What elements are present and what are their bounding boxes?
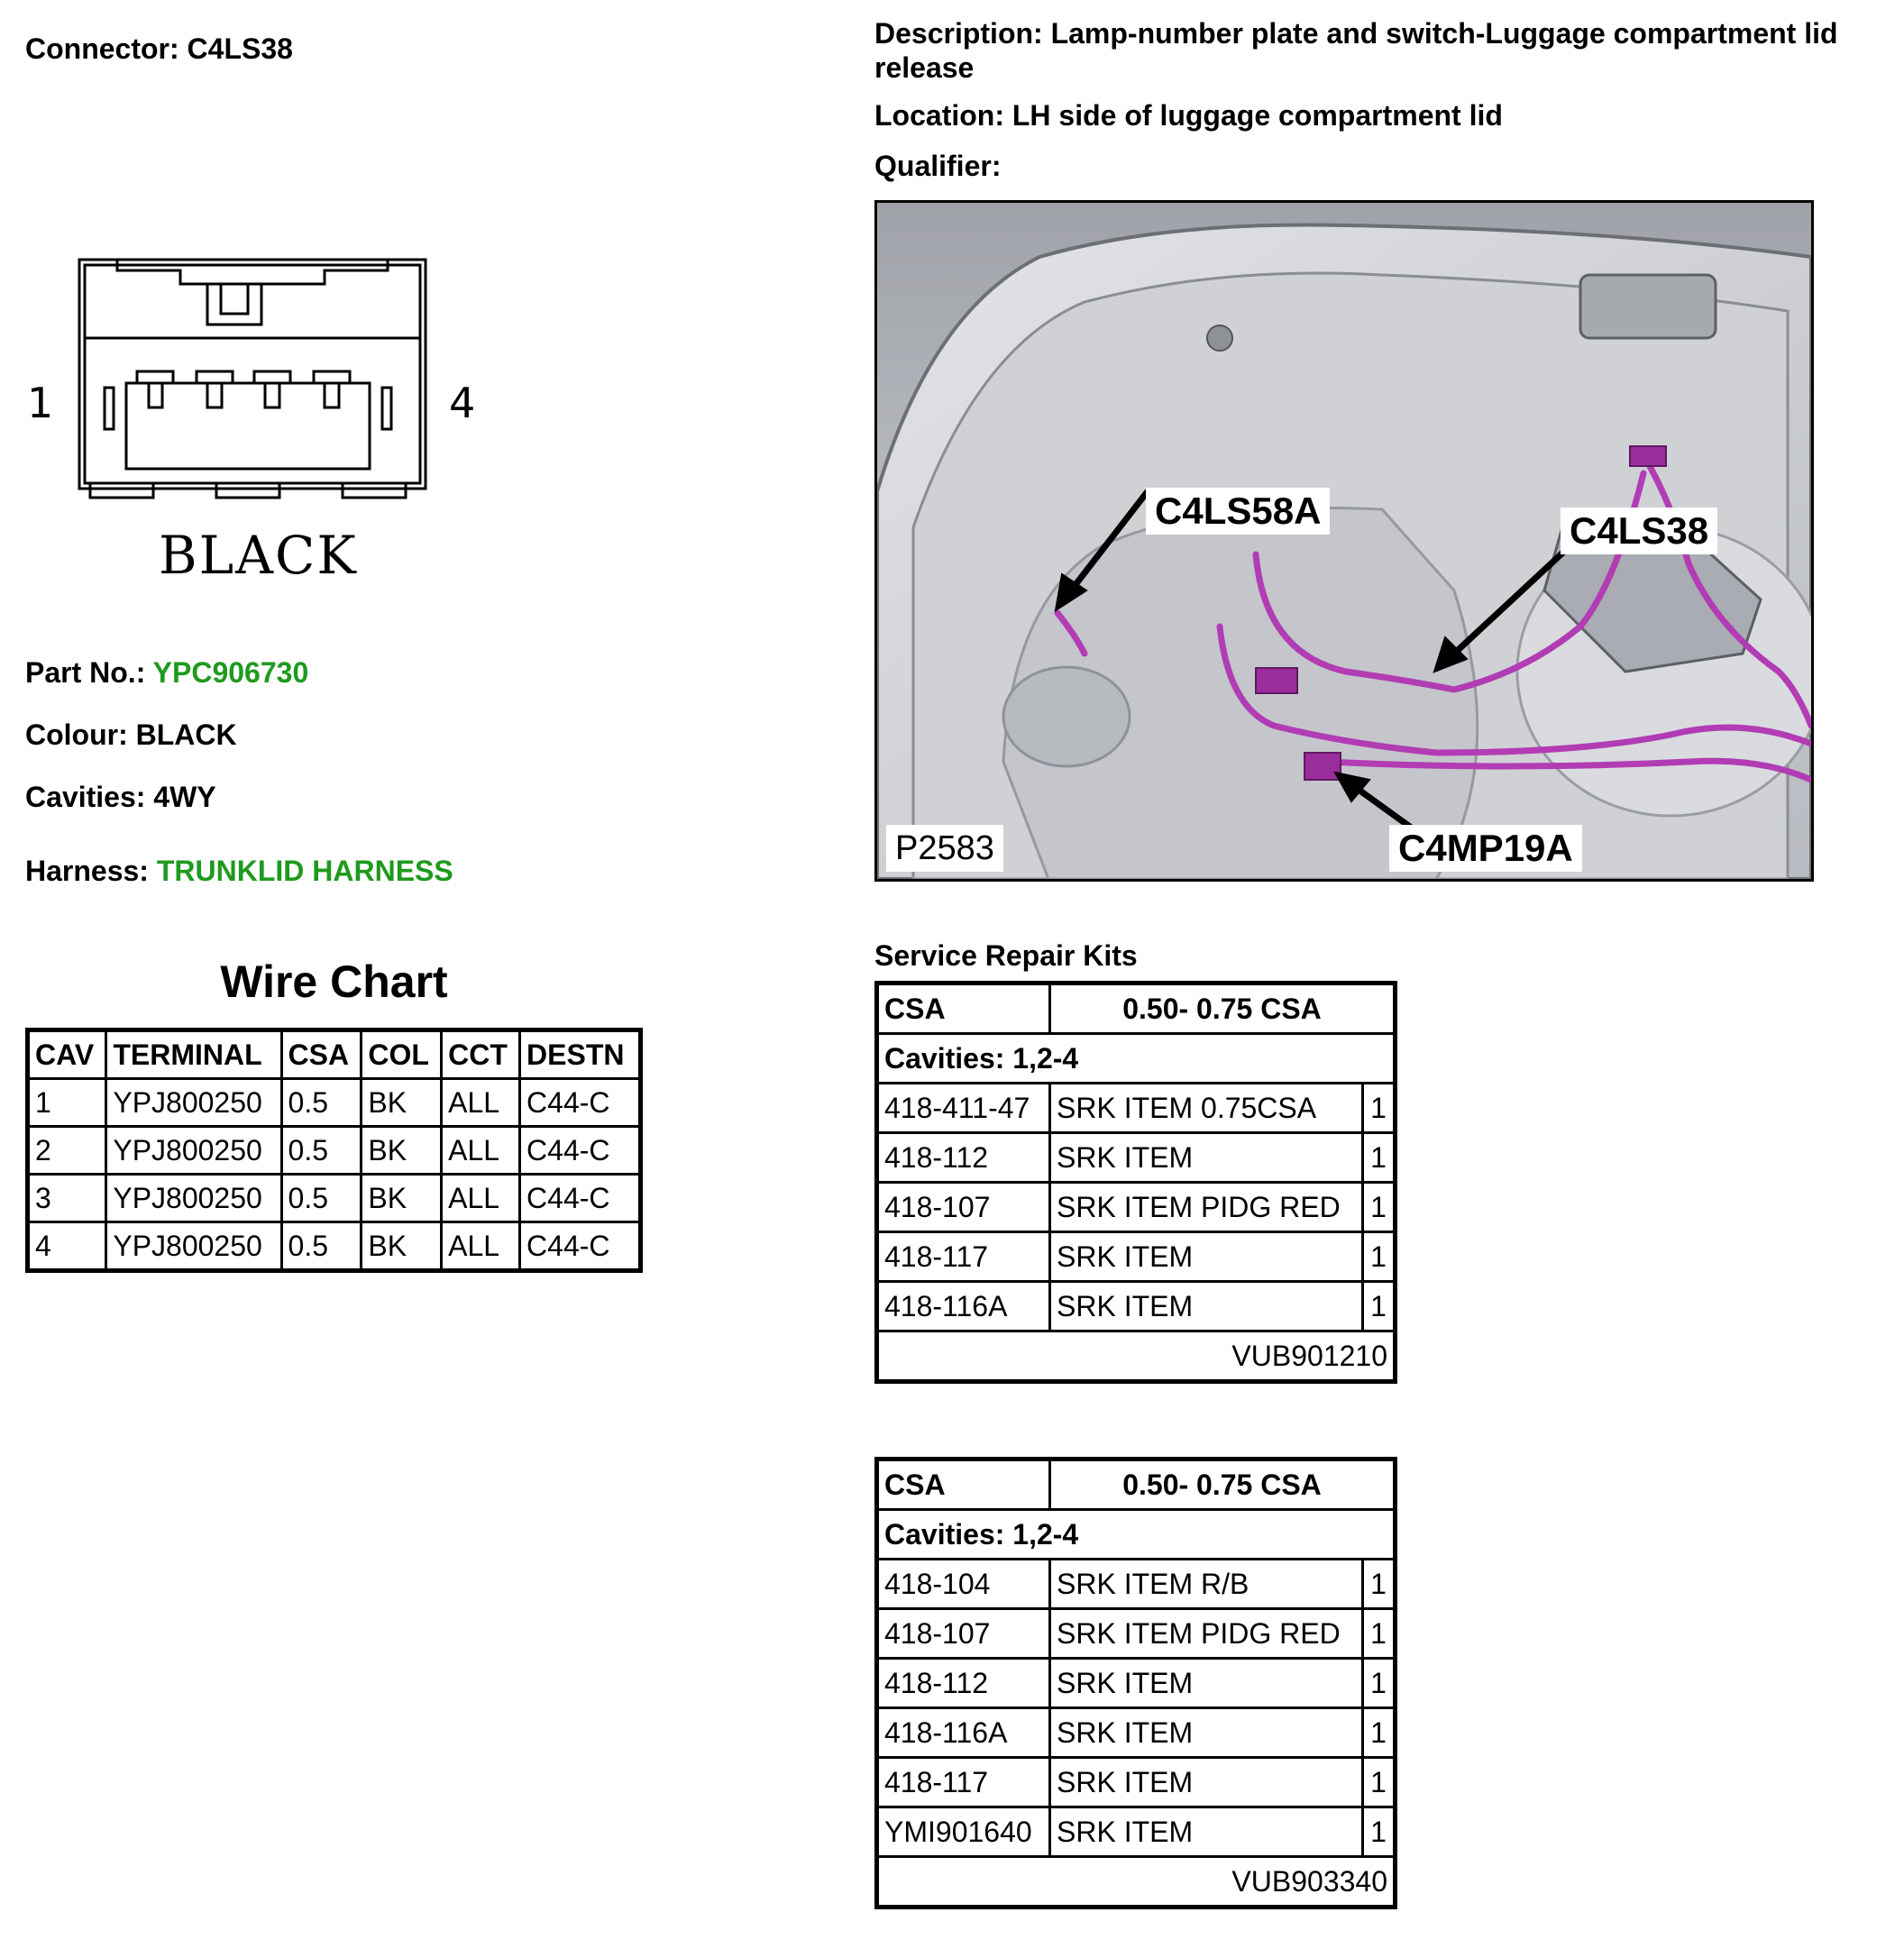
kit-item-desc: SRK ITEM <box>1050 1232 1363 1282</box>
cell: BK <box>362 1222 442 1271</box>
table-row <box>877 1084 1396 1133</box>
connector-diagram <box>27 252 496 595</box>
kit-item-qty: 1 <box>1363 1758 1396 1807</box>
service-kit-table-2 <box>874 1457 1397 1909</box>
kit-item-qty: 1 <box>1363 1560 1396 1609</box>
description-value: Lamp-number plate and switch-Luggage compartment lid release <box>874 17 1838 84</box>
cell: 3 <box>28 1175 106 1222</box>
table-row <box>877 1232 1396 1282</box>
kit-item-code: 418-107 <box>877 1609 1050 1659</box>
table-row <box>877 1659 1396 1708</box>
kit-item-desc: SRK ITEM <box>1050 1133 1363 1183</box>
wire-chart-title: Wire Chart <box>220 956 448 1007</box>
part-number-link[interactable]: YPC906730 <box>152 656 309 689</box>
kit-item-code: 418-104 <box>877 1560 1050 1609</box>
qualifier-label: Qualifier: <box>874 150 1002 182</box>
cell: 1 <box>28 1079 106 1127</box>
cell: 0.5 <box>281 1222 362 1271</box>
harness-line <box>25 855 453 888</box>
harness-label: Harness: <box>25 855 149 887</box>
callout-c4ls58a: C4LS58A <box>1146 488 1330 535</box>
kit-item-code: 418-117 <box>877 1232 1050 1282</box>
table-row <box>877 1609 1396 1659</box>
location-line <box>874 99 1503 133</box>
cell: C44-C <box>520 1127 641 1175</box>
colour-label: Colour: <box>25 718 128 751</box>
wire-header-cell: CSA <box>281 1030 362 1079</box>
cell: C44-C <box>520 1222 641 1271</box>
wire-header-cell: TERMINAL <box>106 1030 281 1079</box>
kit-item-qty: 1 <box>1363 1183 1396 1232</box>
kit-item-desc: SRK ITEM R/B <box>1050 1560 1363 1609</box>
kit-item-qty: 1 <box>1363 1133 1396 1183</box>
photo-code: P2583 <box>886 825 1003 872</box>
cavities-value: 4WY <box>153 781 216 813</box>
kit-cavities: Cavities: 1,2-4 <box>877 1510 1396 1560</box>
cell: YPJ800250 <box>106 1079 281 1127</box>
table-row <box>28 1175 641 1222</box>
cell: YPJ800250 <box>106 1127 281 1175</box>
colour-line <box>25 718 237 752</box>
kit-item-qty: 1 <box>1363 1232 1396 1282</box>
connector-line <box>25 32 293 66</box>
kit-item-qty: 1 <box>1363 1708 1396 1758</box>
location-label: Location: <box>874 99 1004 132</box>
kit-csa-row <box>877 1459 1396 1510</box>
kit-item-desc: SRK ITEM PIDG RED <box>1050 1609 1363 1659</box>
kit-footer-row <box>877 1331 1396 1382</box>
kit-csa-label: CSA <box>877 1459 1050 1510</box>
wire-chart-header-row <box>28 1030 641 1079</box>
cell: ALL <box>442 1127 520 1175</box>
kit-item-qty: 1 <box>1363 1609 1396 1659</box>
kit-item-code: 418-411-47 <box>877 1084 1050 1133</box>
cell: 0.5 <box>281 1079 362 1127</box>
kit-item-code: YMI901640 <box>877 1807 1050 1857</box>
kit-cavities: Cavities: 1,2-4 <box>877 1034 1396 1084</box>
connector-value: C4LS38 <box>187 32 293 65</box>
kit-number: VUB903340 <box>877 1857 1396 1908</box>
kit-cavities-row <box>877 1510 1396 1560</box>
kit-item-desc: SRK ITEM <box>1050 1758 1363 1807</box>
cavities-label: Cavities: <box>25 781 146 813</box>
table-row <box>28 1079 641 1127</box>
kit-item-code: 418-116A <box>877 1282 1050 1331</box>
kit-cavities-row <box>877 1034 1396 1084</box>
kit-csa-label: CSA <box>877 984 1050 1034</box>
wire-header-cell: CCT <box>442 1030 520 1079</box>
kit-item-desc: SRK ITEM <box>1050 1282 1363 1331</box>
kit-item-desc: SRK ITEM 0.75CSA <box>1050 1084 1363 1133</box>
qualifier-line <box>874 150 1001 183</box>
table-row <box>877 1807 1396 1857</box>
cell: 0.5 <box>281 1175 362 1222</box>
kit-item-code: 418-112 <box>877 1133 1050 1183</box>
kit-csa-value: 0.50- 0.75 CSA <box>1050 1459 1396 1510</box>
kit-number: VUB901210 <box>877 1331 1396 1382</box>
part-label: Part No.: <box>25 656 146 689</box>
wire-header-cell: CAV <box>28 1030 106 1079</box>
cell: BK <box>362 1079 442 1127</box>
cell: ALL <box>442 1222 520 1271</box>
service-kit-table-1 <box>874 981 1397 1384</box>
table-row <box>877 1708 1396 1758</box>
kit-csa-row <box>877 984 1396 1034</box>
wire-chart-table <box>25 1028 643 1273</box>
harness-link[interactable]: TRUNKLID HARNESS <box>156 855 453 887</box>
kit-item-desc: SRK ITEM <box>1050 1659 1363 1708</box>
location-value: LH side of luggage compartment lid <box>1012 99 1503 132</box>
kit-csa-value: 0.50- 0.75 CSA <box>1050 984 1396 1034</box>
table-row <box>28 1222 641 1271</box>
connector-face-drawing <box>72 252 433 505</box>
wire-header-cell: COL <box>362 1030 442 1079</box>
table-row <box>877 1133 1396 1183</box>
cell: C44-C <box>520 1079 641 1127</box>
cell: BK <box>362 1127 442 1175</box>
table-row <box>28 1127 641 1175</box>
kit-item-qty: 1 <box>1363 1282 1396 1331</box>
service-kits-title: Service Repair Kits <box>874 939 1138 972</box>
description-label: Description: <box>874 17 1043 50</box>
pin-1-label: 1 <box>27 379 54 427</box>
table-row <box>877 1560 1396 1609</box>
cell: C44-C <box>520 1175 641 1222</box>
kit-item-qty: 1 <box>1363 1659 1396 1708</box>
part-line <box>25 656 308 690</box>
cavities-line <box>25 781 216 814</box>
kit-footer-row <box>877 1857 1396 1908</box>
cell: 4 <box>28 1222 106 1271</box>
table-row <box>877 1183 1396 1232</box>
kit-item-code: 418-116A <box>877 1708 1050 1758</box>
table-row <box>877 1282 1396 1331</box>
kit-item-desc: SRK ITEM <box>1050 1807 1363 1857</box>
wire-header-cell: DESTN <box>520 1030 641 1079</box>
description-line <box>874 16 1884 85</box>
cell: 0.5 <box>281 1127 362 1175</box>
table-row <box>877 1758 1396 1807</box>
cell: ALL <box>442 1079 520 1127</box>
kit-item-qty: 1 <box>1363 1084 1396 1133</box>
colour-value: BLACK <box>135 718 237 751</box>
kit-item-desc: SRK ITEM PIDG RED <box>1050 1183 1363 1232</box>
cell: YPJ800250 <box>106 1175 281 1222</box>
cell: YPJ800250 <box>106 1222 281 1271</box>
kit-item-code: 418-107 <box>877 1183 1050 1232</box>
callout-c4mp19a: C4MP19A <box>1389 825 1582 872</box>
kit-item-code: 418-117 <box>877 1758 1050 1807</box>
location-photo <box>874 200 1814 882</box>
kit-item-code: 418-112 <box>877 1659 1050 1708</box>
connector-color-text: BLACK <box>159 525 358 586</box>
kit-item-qty: 1 <box>1363 1807 1396 1857</box>
cell: 2 <box>28 1127 106 1175</box>
cell: BK <box>362 1175 442 1222</box>
pin-4-label: 4 <box>449 379 476 427</box>
callout-c4ls38: C4LS38 <box>1561 508 1717 554</box>
connector-label: Connector: <box>25 32 179 65</box>
cell: ALL <box>442 1175 520 1222</box>
kit-item-desc: SRK ITEM <box>1050 1708 1363 1758</box>
